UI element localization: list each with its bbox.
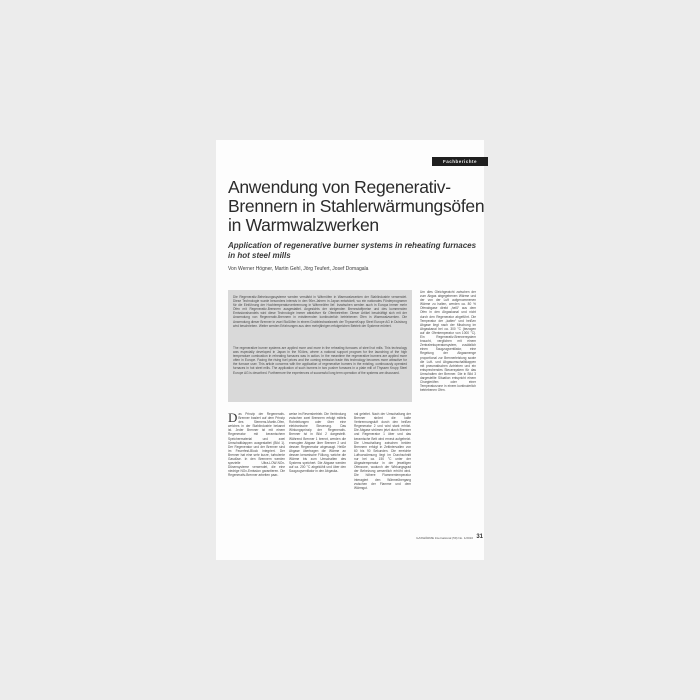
drop-cap: D: [228, 410, 238, 425]
section-rubric: Fachberichte: [432, 157, 488, 166]
article-title: Anwendung von Regenerativ-Brennern in Stahlerwärmungsöfen in Warmwalzwerken: [228, 177, 485, 235]
journal-citation: GASWÄRME International (59) No. 1/2010: [416, 536, 473, 540]
page-number: 31: [476, 534, 483, 540]
body-text-col2: weise im Reversbetrieb. Die Verbindung zwischen zwei Brennern erfolgt mittels Rohrleitungen oder über eine elektronische Steuerung. Das Wirkungsprinzip der Regenerativ-Brenner ist in Bild 2 dargestellt. Während Brenner 1 brennt, werden die erzeugten Abgase über Brenner 2 und dessen Regenerator abgesaugt. Heiße Abgase übertragen die Wärme an dessen keramische Füllung, welche die Wärme bis zum Umschalten des Systems speichert. Die Abgase werden auf ca. 200 °C abgekühlt und über den Saugzugventilator in den Abgaska-: [289, 412, 346, 474]
abstract-german: Die Regenerativ-Beheizungssysteme werden verstärkt in Wärmöfen in Warmwalzwerken der Stahlindustrie verwendet. Diese Technologie wurde besonders intensiv in den 90er-Jahren in Japan entwickelt, wo ein nationales Förderprogramm für die Einführung der Hochtemperaturverbrennung in Wärmeöfen lief. Inzwischen werden auch in Europa immer mehr Öfen mit Regenerativ-Brennern ausgestattet. Angesichts der steigenden Brennstoffpreise und des kommenden Emissionshandels wird diese Technologie immer attraktiver für Ofenbetreiber. Dieser Artikel beschäftigt sich mit der Anwendung von Regenerativ-Brennern in existierenden kontinuierlich betriebenen Öfen in Warmwalzwerken. Die Anwendung dieser Brenner in zwei Stoßöfen in einem Grobblechwalzwerk der ThyssenKrupp Steel Europe AG in Duisburg wird beschrieben. Weiter werden Erfahrungen aus dem mehrjährigen erfolgreichen Betrieb der Systeme erörtert.: [233, 295, 407, 328]
body-text-col1: as Prinzip der Regenerativ-Brenner basiert auf dem Prinzip des Siemens-Martin-Ofen, welches in der Stahlindustrie bekannt ist. Jeder Brenner ist mit einem Regenerator mit keramischem Speichermaterial und zwei Umschaltklappen ausgestattet (Bild 1). Der Regenerator und der Brenner sind im Feuerfest-Block integriert. Der Brenner hat eine sehr kurze, turbulente Gasdüse. In den Brennern werden spezielle Ultra-LOW-NOx-Düsensysteme verwendet, die eine niedrige NOx-Emission garantieren. Die Regenerativ-Brenner arbeiten paar-: [228, 412, 285, 478]
body-text-col4: Um dies Gleichgewicht zwischen der zum Abgas abgegebenen Wärme und der von der Luft aufgenommenen Wärme zu halten, werden ca. 80 % Ofenabgase direkt „heiß“ aus dem Ofen in den Abgaskanal und nicht durch den Regenerator abgeführt. Die Temperatur der „kalten“ und heißen Abgase liegt nach der Mischung im Abgaskanal bei ca. 300 °C (bezogen auf die Ofentemperatur von 1000 °C). Ein Regenerativ-Brennersystem braucht, verglichen mit einem Zentralrekuperatorsystem, zusätzlich einen Saugzugventilator, eine Regelung der Abgasmenge proportional zur Brennerleistung sowie die Luft- und Abgasumschaltklappen mit pneumatischen Antrieben und ein entsprechendes Steuersystem für das Umschalten der Brenner. Die in Bild 3 dargestellte Situation entspricht einem Chargieröfen oder einer Temperaturzone in einem kontinuierlich betriebenen Ofen.: [420, 290, 476, 393]
article-authors: Von Werner Högner, Martin Gehl, Jörg Teufert, Josef Domagala: [228, 266, 369, 272]
article-subtitle: Application of regenerative burner systems in reheating furnaces in hot steel mills: [228, 241, 477, 260]
page-footer: [395, 535, 483, 543]
abstract-english: The regenerative burner systems are applied more and more in the reheating furnaces of steel hot mills. This technology was especially developed in Japan in the 90-ties, where a national support program for the launching of the high temperature combustion in reheating furnaces was in action. In the meantime the regenerative burners are applied more often in Europe. Facing the rising fuel prices and the coming emission trade this technology becomes more attractive for the furnace user. This article concerns with the application of regenerative burners in the existing, continuously operated furnaces in hot steel mills. The application of such burners in two pusher furnaces in a plate mill of Thyssen Krupp Steel Europe AG is described. Furthermore the experiences of successful long term operation of the systems are discussed.: [233, 346, 407, 375]
body-column-2: [289, 412, 346, 473]
abstract-box: [228, 290, 412, 402]
body-column-3: [354, 412, 411, 490]
body-column-1: [228, 412, 285, 478]
body-text-col3: nal geleitet. Nach der Umschaltung der Brenner strömt die kalte Verbrennungsluft durch den heißen Regenerator 2 und wird stark erhitzt. Die Abgase strömen jetzt durch Brenner und Regenerator 1 über und das keramische Bett wird erneut aufgeheizt. Die Umschaltung zwischen beiden Brennern erfolgt in Zeitintervallen von 60 bis 90 Sekunden. Die erreichte Luftvorwärmung liegt im Durchschnitt nur bei ca. 150 °C unter der Abgastemperatur in der jeweiligen Ofenzone, wodurch der Wirkungsgrad der Beheizung wesentlich erhöht wird. Die höhere Flammentemperatur interagiert den Wärmeübergang zwischen der Flamme und dem Wärmgut.: [354, 412, 411, 490]
body-column-4: [420, 290, 476, 392]
